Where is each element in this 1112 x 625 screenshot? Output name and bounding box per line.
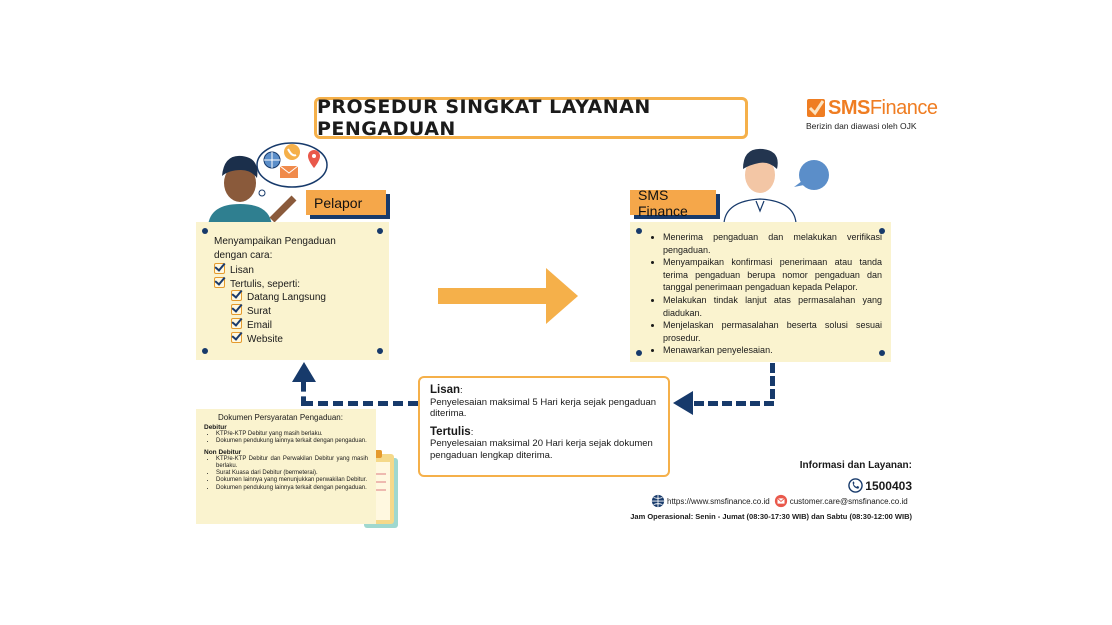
sms-finance-tag: SMS Finance (630, 190, 716, 215)
connector-dashed (694, 401, 774, 406)
contact-heading: Informasi dan Layanan: (799, 460, 912, 471)
globe-icon (651, 494, 665, 508)
lisan-label: Lisan (430, 384, 461, 396)
phone-bubble-icon (284, 144, 300, 160)
pelapor-item: Lisan (214, 263, 254, 278)
sms-step: • Menawarkan penyelesaian. (663, 344, 882, 357)
pelapor-heading: Menyampaikan Pengaduan dengan cara: (214, 236, 336, 261)
check-icon (214, 277, 225, 288)
contact-links (651, 494, 908, 508)
pelapor-card (196, 222, 389, 360)
speech-bubble-icon (794, 160, 829, 190)
sms-finance-steps (648, 231, 882, 357)
website-link[interactable]: https://www.smsfinance.co.id (667, 496, 770, 506)
sms-step: • Menyampaikan konfirmasi penerimaan atau tanda terima pengaduan berupa nomor pengaduan dan tanggal penerimaan pengaduan kepada Pelapor. (663, 256, 882, 294)
check-icon (231, 290, 242, 301)
check-icon (231, 318, 242, 329)
lisan-text: Penyelesaian maksimal 5 Hari kerja sejak pengaduan diterima. (430, 396, 657, 419)
check-icon (231, 304, 242, 315)
phone-icon (848, 478, 863, 493)
card-pin (377, 348, 383, 354)
tertulis-text: Penyelesaian maksimal 20 Hari kerja sejak dokumen pengaduan lengkap diterima. (430, 438, 653, 461)
check-icon (231, 332, 242, 343)
card-pin (636, 350, 642, 356)
email-link[interactable]: customer.care@smsfinance.co.id (789, 496, 908, 506)
tertulis-label: Tertulis (430, 425, 471, 438)
contact-phone: 1500403 (848, 478, 912, 493)
pelapor-subitem: Email (231, 318, 272, 333)
card-pin (377, 228, 383, 234)
dokumen-item: • KTP/e-KTP Debitur dan Perwakilan Debitur yang masih berlaku. (216, 456, 368, 470)
envelope-icon (280, 166, 298, 178)
dokumen-title: Dokumen Persyaratan Pengaduan: (218, 413, 343, 422)
non-debitur-list (204, 456, 368, 492)
sms-agent-person (724, 149, 796, 223)
non-debitur-label: Non Debitur (204, 448, 242, 456)
arrow-right-icon (438, 266, 578, 326)
sms-step: • Melakukan tindak lanjut atas permasalahan yang diadukan. (663, 294, 882, 319)
pelapor-subitem: Surat (231, 304, 271, 319)
card-pin (202, 228, 208, 234)
envelope-icon (774, 494, 788, 508)
dokumen-item: • KTP/e-KTP Debitur yang masih berlaku. (216, 431, 368, 438)
dokumen-item: • Dokumen pendukung lainnya terkait dengan pengaduan. (216, 438, 368, 445)
dokumen-item: • Dokumen pendukung lainnya terkait dengan pengaduan. (216, 485, 368, 492)
pelapor-subitem: Website (231, 332, 283, 347)
arrow-left-icon (673, 391, 693, 415)
card-pin (202, 348, 208, 354)
sms-finance-card (630, 222, 891, 362)
logo-check-icon (806, 98, 826, 118)
dokumen-card (196, 409, 376, 524)
pelapor-item: Tertulis, seperti: (214, 277, 300, 292)
sms-step: • Menerima pengaduan dan melakukan verifikasi pengaduan. (663, 231, 882, 256)
card-pin (636, 228, 642, 234)
debitur-list (204, 431, 368, 445)
pelapor-subitem: Datang Langsung (231, 290, 326, 305)
operational-hours: Jam Operasional: Senin - Jumat (08:30-17:30 WIB) dan Sabtu (08:30-12:00 WIB) (630, 512, 912, 521)
logo-wordmark: SMSFinance (828, 97, 938, 119)
sms-agent-illustration (718, 143, 833, 223)
dokumen-item: • Surat Kuasa dari Debitur (bermeterai). (216, 470, 368, 477)
arrow-up-icon (292, 362, 316, 382)
connector-dashed (301, 382, 306, 406)
connector-dashed (303, 401, 418, 406)
penyelesaian-box: Lisan: Penyelesaian maksimal 5 Hari kerja sejak pengaduan diterima. Tertulis: Penyelesaian maksimal 20 Hari kerja sejak dokumen pengaduan lengkap diterima. (418, 376, 670, 477)
logo-tagline: Berizin dan diawasi oleh OJK (806, 121, 917, 131)
dokumen-item: • Dokumen lainnya yang menunjukkan perwakilan Debitur. (216, 477, 368, 484)
check-icon (214, 263, 225, 274)
debitur-label: Debitur (204, 424, 227, 431)
connector-dashed (770, 363, 775, 399)
globe-icon (264, 152, 280, 168)
page-title: PROSEDUR SINGKAT LAYANAN PENGADUAN (314, 97, 748, 139)
sms-finance-logo (806, 97, 938, 133)
pelapor-tag: Pelapor (306, 190, 386, 215)
sms-step: • Menjelaskan permasalahan beserta solusi sesuai prosedur. (663, 319, 882, 344)
